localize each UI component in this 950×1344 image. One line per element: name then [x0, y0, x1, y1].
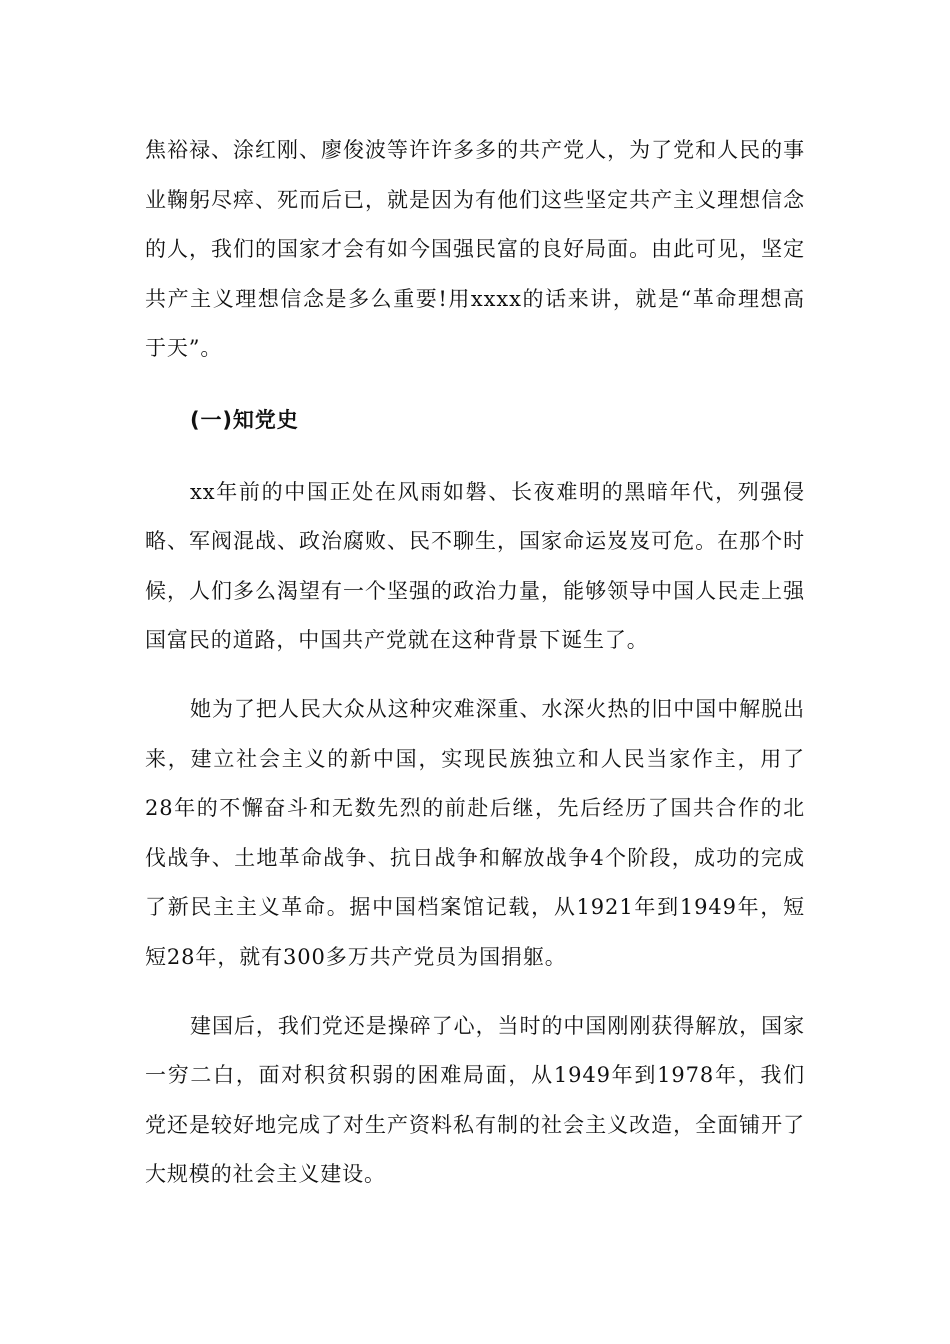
- paragraph-party-history-origin: xx年前的中国正处在风雨如磐、长夜难明的黑暗年代，列强侵略、军阀混战、政治腐败、民不聊生，国家命运岌岌可危。在那个时候，人们多么渴望有一个坚强的政治力量，能够领导中国人民走上强国富民的道路，中国共产党就在这种背景下诞生了。: [145, 479, 805, 653]
- paragraph-spacer: [145, 446, 805, 468]
- paragraph-continuation: 焦裕禄、涂红刚、廖俊波等许许多多的共产党人，为了党和人民的事业鞠躬尽瘁、死而后已，就是因为有他们这些坚定共产主义理想信念的人，我们的国家才会有如今国强民富的良好局面。由此可见，坚定共产主义理想信念是多么重要!用xxxx的话来讲，就是“革命理想高于天”。: [145, 138, 805, 361]
- paragraph-spacer: [145, 374, 805, 396]
- paragraph-revolution: 她为了把人民大众从这种灾难深重、水深火热的旧中国中解脱出来，建立社会主义的新中国，实现民族独立和人民当家作主，用了28年的不懈奋斗和无数先烈的前赴后继，先后经历了国共合作的北伐战争、土地革命战争、抗日战争和解放战争4个阶段，成功的完成了新民主主义革命。据中国档案馆记载，从1921年到1949年，短短28年，就有300多万共产党员为国捐躯。: [145, 696, 805, 969]
- paragraph-spacer: [145, 666, 805, 685]
- section-heading: (一)知党史: [190, 407, 299, 432]
- paragraph-spacer: [145, 983, 805, 1002]
- paragraph-after-founding: 建国后，我们党还是操碎了心，当时的中国刚刚获得解放，国家一穷二白，面对积贫积弱的困难局面，从1949年到1978年，我们党还是较好地完成了对生产资料私有制的社会主义改造，全面铺开了大规模的社会主义建设。: [145, 1013, 805, 1187]
- document-body: [145, 126, 805, 1200]
